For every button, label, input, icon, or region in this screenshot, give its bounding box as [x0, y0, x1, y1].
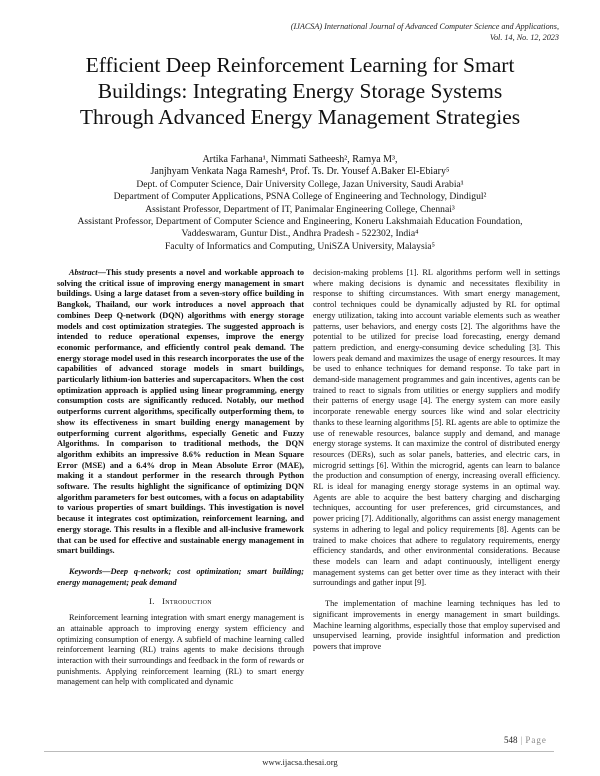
section-number: I.	[149, 596, 155, 607]
affiliation-line: Vaddeswaram, Guntur Dist., Andhra Pradesh - 522302, India⁴	[181, 228, 419, 240]
abstract	[57, 268, 304, 557]
abstract-body: —This study presents a novel and workable approach to solving the critical issue of improving energy management in smart buildings. Using a large dataset from a seven-story office building in Bangkok, Thailand, our work introduces a novel approach that combines Deep Q-network (DQN) algorithms with energy storage models and cost optimization strategies. The suggested approach is intended to reduce operational expenses, improve the energy economic performance, and efficiently control peak demand. The energy storage model used in this research incorporates the use of the capabilities of advanced storage models in smart buildings, particularly lithium-ion batteries and supercapacitors. When the cost optimization approach is applied using linear programming, energy consumption costs are significantly reduced. Notably, our method outperforms current algorithms, specifically outperforming them, to show its effectiveness in smart building energy management by outperforming current algorithms, especially Genetic and Fuzzy Algorithms. In comparison to traditional methods, the DQN algorithm exhibits an impressive 8.6% reduction in Mean Square Error (MSE) and a 6.4% drop in Mean Absolute Error (MAE), making it a standout performer in the research through Python software. The results highlight the significance of optimizing DQN algorithm parameters for best outcomes, with a focus on adaptability to various properties of smart buildings. This investigation is novel because it integrates cost optimization, reinforcement learning, and energy storage. This results in a flexible and all-inclusive framework that can be used for effective and sustainable energy management in smart buildings.	[57, 268, 304, 556]
footer-divider	[44, 751, 554, 752]
affiliation-line: Department of Computer Applications, PSNA College of Engineering and Technology, Dindigul²	[113, 191, 487, 203]
author-line: Janjhyam Venkata Naga Ramesh⁴, Prof. Ts. Dr. Yousef A.Baker El-Ebiary⁵	[150, 166, 450, 178]
affiliation-line: Dept. of Computer Science, Dair University College, Jazan University, Saudi Arabia¹	[136, 178, 464, 190]
title-line: Buildings: Integrating Energy Storage Systems	[97, 79, 503, 103]
paper-title	[30, 52, 570, 130]
journal-volume: Vol. 14, No. 12, 2023	[489, 32, 559, 42]
title-line: Efficient Deep Reinforcement Learning for Smart	[85, 53, 515, 77]
body-paragraph: The implementation of machine learning techniques has led to significant improvements in energy management in smart buildings. Machine learning algorithms, especially those that employ supervised and unsupervised learning, provide insightful information and prediction powers that improve	[313, 599, 560, 651]
body-paragraph: decision-making problems [1]. RL algorithms perform well in settings where making decisions is dynamic and necessitates flexibility in response to shifting circumstances. With smart energy management, control techniques could be dynamically adjusted by RL for optimal energy utilization, taking into account variable elements such as weather patterns, user behaviors, and energy costs [2]. The algorithms have the potential to be utilized for precise load forecasting, energy demand pattern prediction, and energy-consuming device scheduling [3]. This lowers peak demand and maximizes the usage of energy resources. It may be used to enhance techniques for demand response. To take part in demand-side management programmes and gain incentives, agents can be trained to react to signals from utilities or energy suppliers and modify their patterns of energy usage [4]. The energy system can more easily incorporate renewable energy sources like wind and solar electricity thanks to these learning algorithms [5]. RL agents are able to optimize the use of renewable resources, balance supply and demand, and manage energy storage systems. It can maximize the control of distributed energy resources (DERs), such as solar panels, batteries, and electric cars, in microgrid settings [6]. Within the microgrid, agents can learn to balance the production and consumption of energy, increasing overall efficiency. RL is ideal for managing energy storage systems in an optimal way. Agents are able to acquire the best battery charging and discharging techniques, accounting for user preferences, grid circumstances, and power pricing [7]. Additionally, algorithms can assist energy management systems in adhering to legal and policy requirements [8]. Agents can be trained to make choices that adhere to regulatory requirements, energy efficiency standards, and other environmental considerations. Because these models can learn and adapt continuously, intelligent energy management systems can get better over time as they interact with their surroundings and gather input [9].	[313, 268, 560, 588]
abstract-label: Abstract	[69, 268, 98, 277]
page-separator: |	[520, 735, 523, 745]
affiliation-line: Faculty of Informatics and Computing, UniSZA University, Malaysia⁵	[165, 240, 435, 252]
keywords: Keywords—Deep q-network; cost optimization; smart building; energy management; peak demand	[57, 566, 304, 587]
affiliation-line: Assistant Professor, Department of Computer Science and Engineering, Koneru Lakshmaiah Education Foundation,	[77, 216, 523, 228]
left-column	[57, 268, 304, 694]
journal-name: (IJACSA) International Journal of Advanced Computer Science and Applications,	[290, 22, 559, 31]
author-line: Artika Farhana¹, Nimmati Satheesh², Ramya M³,	[202, 154, 398, 165]
page-word: Page	[525, 735, 547, 745]
intro-paragraph: Reinforcement learning integration with smart energy management is an attainable approach to improving energy system efficiency and optimizing consumption of energy. A subfield of machine learning called reinforcement learning (RL) trains agents to make decisions through interaction with their surroundings and feedback in the form of rewards or punishments. Applying reinforcement learning (RL) to smart energy management can help with complicated and dynamic	[57, 613, 304, 687]
page-number	[504, 735, 547, 745]
section-heading	[57, 596, 304, 607]
section-title: Introduction	[162, 596, 212, 607]
page-number-value: 548	[504, 735, 518, 745]
title-line: Through Advanced Energy Management Strategies	[79, 105, 521, 129]
right-column	[313, 268, 560, 659]
journal-header	[239, 22, 559, 43]
author-block	[40, 154, 560, 253]
affiliation-line: Assistant Professor, Department of IT, Panimalar Engineering College, Chennai³	[145, 203, 455, 215]
footer-url: www.ijacsa.thesai.org	[262, 757, 338, 767]
